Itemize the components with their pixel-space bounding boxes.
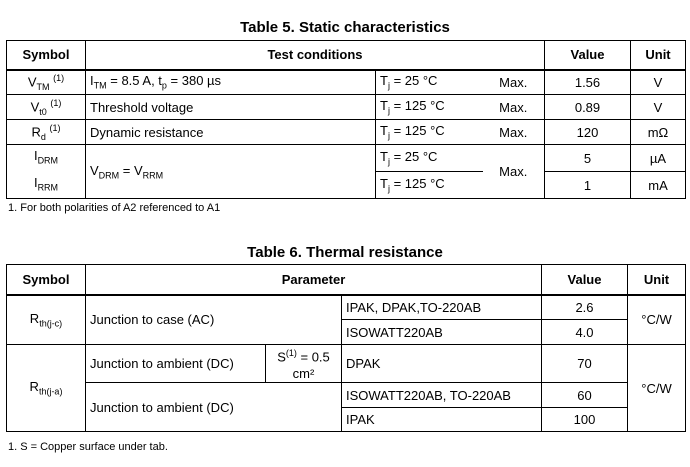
condition-cell: $I_{TM} = 8.5$ A, $t_p = 380$ µs (86, 70, 376, 95)
table6-footnote: 1. S = Copper surface under tab. (8, 441, 168, 453)
symbol-cell: $V_{TM}$ $^{(1)}$ (7, 70, 86, 95)
value-cell: 70 (542, 345, 628, 383)
symbol-header: Symbol (7, 265, 86, 295)
table5-caption: Table 5. Static characteristics (240, 19, 450, 36)
rth-ja-symbol-cell: $R_{th(j-a)}$ (7, 345, 86, 432)
table-header-row (7, 41, 686, 70)
symbol-header: Symbol (7, 41, 86, 70)
tj-cell: $T_j = 125$ °C (376, 120, 483, 145)
table-row (7, 120, 686, 145)
table-row (7, 70, 686, 95)
symbol-cell: $V_{t0}$ $^{(1)}$ (7, 95, 86, 120)
package-cell: IPAK (342, 408, 542, 432)
symbol-cell: $R_d$ $^{(1)}$ (7, 120, 86, 145)
parameter-cell: Junction to ambient (DC) (86, 383, 342, 432)
table-header-row (7, 265, 686, 295)
value-cell: 1 (545, 172, 631, 199)
value-cell: 100 (542, 408, 628, 432)
value-cell: 5 (545, 145, 631, 172)
leakage-symbol-cell: $I_{DRM}$ $I_{RRM}$ (7, 145, 86, 199)
value-header: Value (545, 41, 631, 70)
tj-cell: $T_j = 25$ °C (376, 145, 483, 172)
table-row (7, 295, 686, 320)
condition-cell: Dynamic resistance (86, 120, 376, 145)
value-cell: 0.89 (545, 95, 631, 120)
copper-surface-cell: $S^{(1)} = 0.5$ cm² (266, 345, 342, 383)
limit-cell: Max. (483, 120, 545, 145)
tj-cell: $T_j = 125$ °C (376, 172, 483, 199)
rth-jc-symbol-cell: $R_{th(j-c)}$ (7, 295, 86, 345)
tj-cell: $T_j = 25$ °C (376, 70, 483, 95)
table5-footnote: 1. For both polarities of A2 referenced to A1 (8, 202, 221, 214)
parameter-cell: Junction to case (AC) (86, 295, 342, 345)
test-conditions-header: Test conditions (86, 41, 545, 70)
limit-cell: Max. (483, 95, 545, 120)
unit-header: Unit (628, 265, 686, 295)
package-cell: IPAK, DPAK,TO-220AB (342, 295, 542, 320)
table-row (7, 345, 686, 383)
parameter-cell: Junction to ambient (DC) (86, 345, 266, 383)
value-cell: 60 (542, 383, 628, 408)
unit-cell: V (631, 70, 686, 95)
thermal-resistance-table (6, 264, 686, 432)
value-header: Value (542, 265, 628, 295)
value-cell: 2.6 (542, 295, 628, 320)
leakage-condition-cell: $V_{DRM} = V_{RRM}$ (86, 145, 376, 199)
unit-cell: °C/W (628, 345, 686, 432)
package-cell: DPAK (342, 345, 542, 383)
table-row (7, 145, 686, 172)
value-cell: 120 (545, 120, 631, 145)
tj-cell: $T_j = 125$ °C (376, 95, 483, 120)
package-cell: ISOWATT220AB, TO-220AB (342, 383, 542, 408)
table-row (7, 383, 686, 408)
unit-cell: mA (631, 172, 686, 199)
limit-cell: Max. (483, 70, 545, 95)
package-cell: ISOWATT220AB (342, 320, 542, 345)
value-cell: 1.56 (545, 70, 631, 95)
unit-cell: mΩ (631, 120, 686, 145)
parameter-header: Parameter (86, 265, 542, 295)
unit-cell: V (631, 95, 686, 120)
unit-header: Unit (631, 41, 686, 70)
static-characteristics-table (6, 40, 686, 199)
unit-cell: °C/W (628, 295, 686, 345)
table6-caption: Table 6. Thermal resistance (247, 244, 443, 261)
unit-cell: µA (631, 145, 686, 172)
value-cell: 4.0 (542, 320, 628, 345)
table-row (7, 95, 686, 120)
limit-cell: Max. (483, 145, 545, 199)
condition-cell: Threshold voltage (86, 95, 376, 120)
